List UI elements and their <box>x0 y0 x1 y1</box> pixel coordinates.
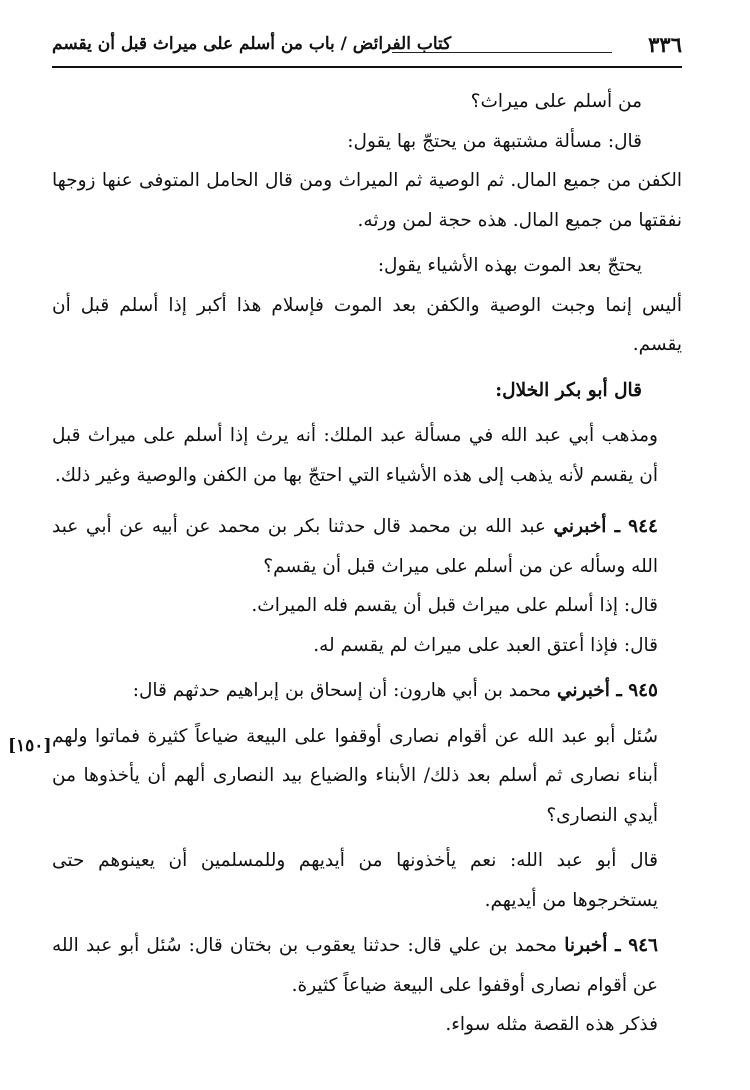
header-divider <box>52 66 682 68</box>
paragraph: قال: فإذا أعتق العبد على ميراث لم يقسم له. <box>313 634 658 656</box>
paragraph: من أسلم على ميراث؟ <box>470 91 642 112</box>
hadith-946: ٩٤٦ ـ أخبرنا محمد بن علي قال: حدثنا يعقوب بن بختان قال: سُئل أبو عبد الله عن أقوام نصارى أوقفوا على البيعة ضياعاً كثيرة. <box>52 935 658 996</box>
hadith-lead: ٩٤٤ ـ أخبرني <box>553 516 658 537</box>
paragraph: الكفن من جميع المال. ثم الوصية ثم الميراث ومن قال الحامل المتوفى عنها زوجها نفقتها من جميع المال. هذه حجة لمن ورثه. <box>52 170 682 231</box>
page-number: ٣٣٦ <box>648 32 682 57</box>
hadith-lead: ٩٤٦ ـ أخبرنا <box>564 935 658 956</box>
section-heading: قال أبو بكر الخلال: <box>495 379 642 401</box>
paragraph: قال: إذا أسلم على ميراث قبل أن يقسم فله الميراث. <box>251 595 658 616</box>
running-title: كتاب الفرائض / باب من أسلم على ميراث قبل أن يقسم <box>52 34 452 54</box>
paragraph: ومذهب أبي عبد الله في مسألة عبد الملك: أنه يرث إذا أسلم على ميراث قبل أن يقسم لأنه يذهب إلى هذه الأشياء التي احتجّ بها من الكفن والوصية وغير ذلك. <box>52 425 658 486</box>
paragraph: أليس إنما وجبت الوصية والكفن بعد الموت فإسلام هذا أكبر إذا أسلم قبل أن يقسم. <box>52 294 682 355</box>
hadith-lead: ٩٤٥ ـ أخبرني <box>556 680 658 701</box>
hadith-945: ٩٤٥ ـ أخبرني محمد بن أبي هارون: أن إسحاق بن إبراهيم حدثهم قال: <box>132 680 658 701</box>
paragraph: فذكر هذه القصة مثله سواء. <box>445 1014 658 1035</box>
margin-page-reference: [١٥٠] <box>8 736 52 756</box>
paragraph: سُئل أبو عبد الله عن أقوام نصارى أوقفوا على البيعة ضياعاً كثيرة فماتوا ولهم أبناء نصارى ثم أسلم بعد ذلك/ الأبناء والضياع بيد النصارى ألهم أن يأخذوها من أيدي النصارى؟ <box>52 725 658 826</box>
hadith-944: ٩٤٤ ـ أخبرني عبد الله بن محمد قال حدثنا بكر بن محمد عن أبيه عن أبي عبد الله وسأله عن من أسلم على ميراث قبل أن يقسم؟ <box>52 516 658 577</box>
page-header <box>52 30 682 70</box>
paragraph: قال: مسألة مشتبهة من يحتجّ بها يقول: <box>347 130 642 152</box>
paragraph: قال أبو عبد الله: نعم يأخذونها من أيديهم وللمسلمين أن يعينوهم حتى يستخرجوها من أيديهم. <box>52 850 658 911</box>
paragraph: يحتجّ بعد الموت بهذه الأشياء يقول: <box>377 255 642 276</box>
body-text <box>52 82 682 1045</box>
